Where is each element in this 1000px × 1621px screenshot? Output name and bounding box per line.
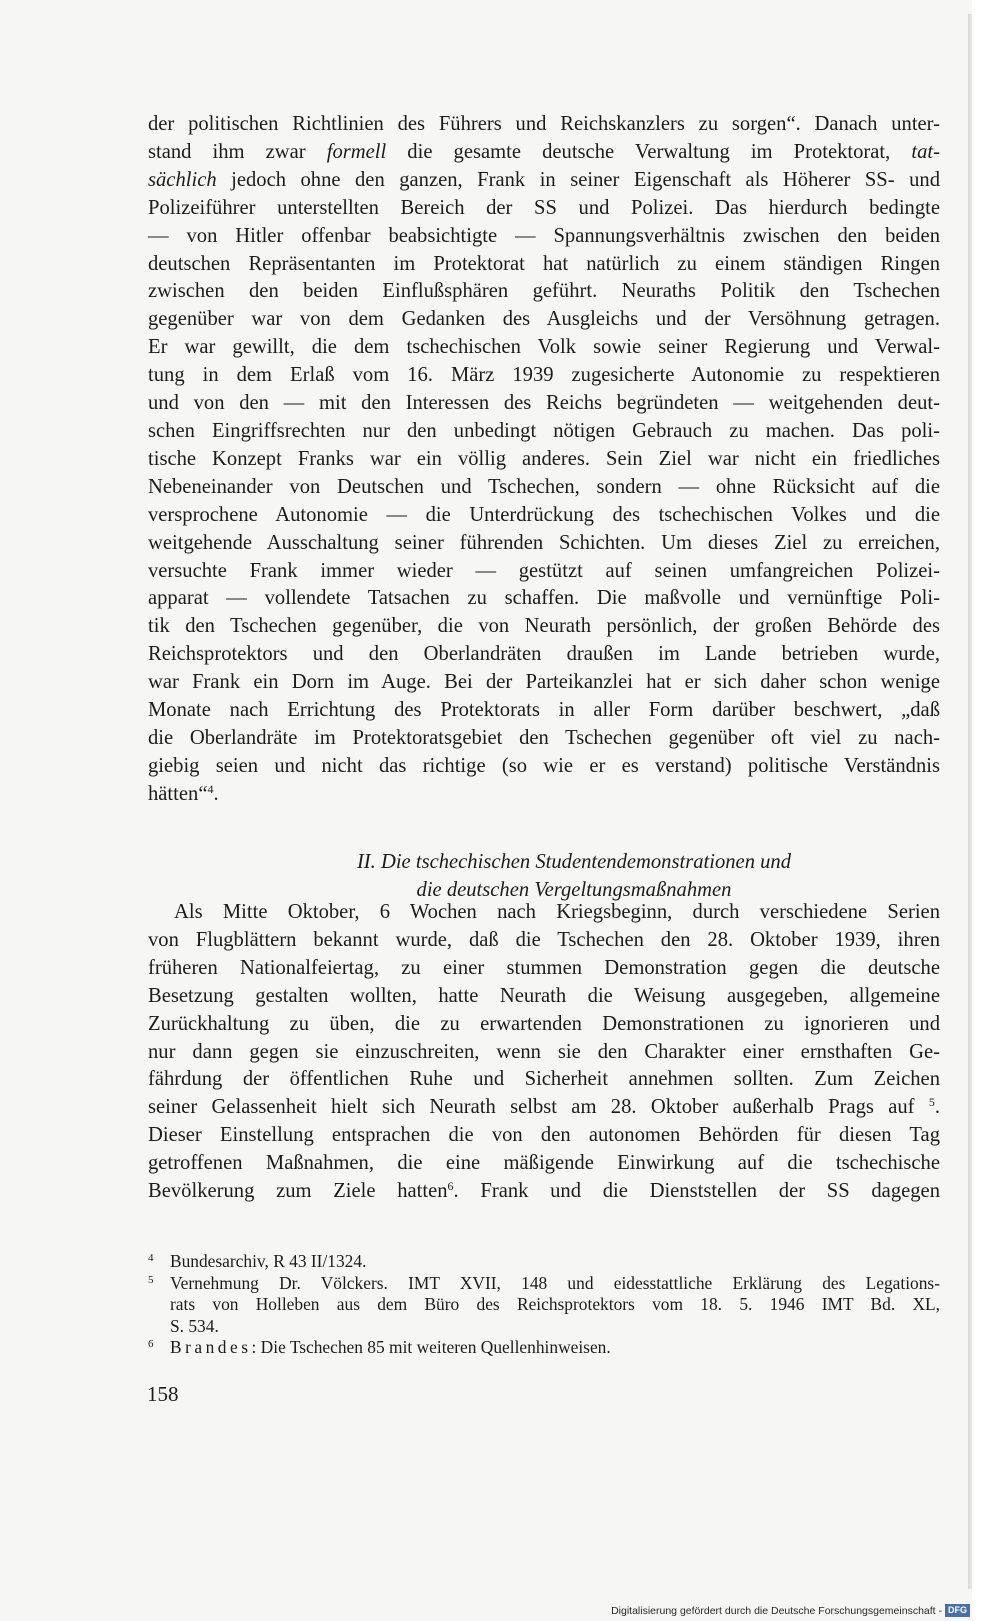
text-line: Reichsprotektors und den Oberlandräten draußen im Lande betrieben wurde, — [148, 643, 940, 666]
footnote-ref-4[interactable]: 4 — [207, 781, 214, 796]
text-line: deutschen Repräsentanten im Protektorat hat natürlich zu einem ständigen Ringen — [148, 252, 940, 275]
section-heading-line-2: die deutschen Vergeltungsmaßnahmen — [416, 879, 732, 901]
text-line: sächlich jedoch ohne den ganzen, Frank in seiner Eigenschaft als Höherer SS- und — [148, 168, 940, 191]
footnotes — [148, 1251, 940, 1359]
page-number: 158 — [147, 1382, 179, 1406]
footnote-text: S. 534. — [170, 1315, 219, 1336]
text-line: Er war gewillt, die dem tschechischen Volk sowie seiner Regierung und Verwal- — [148, 336, 940, 359]
text-line: schen Eingriffsrechten nur den unbedingt nötigen Gebrauch zu machen. Das poli- — [148, 419, 940, 442]
footnote-4 — [148, 1251, 940, 1273]
text-line: nur dann gegen sie einzuschreiten, wenn sie den Charakter einer ernsthaften Ge- — [148, 1040, 940, 1063]
text-line: die Oberlandräte im Protektoratsgebiet den Tschechen gegenüber oft viel zu nach- — [148, 726, 940, 749]
footnote-ref-5[interactable]: 5 — [928, 1095, 935, 1110]
text-line: Nebeneinander von Deutschen und Tschechen, sondern — ohne Rücksicht auf die — [148, 475, 940, 498]
text-line: — von Hitler offenbar beabsichtigte — Spannungsverhältnis zwischen den beiden — [148, 224, 940, 247]
emphasis-tatsaechlich-1: tat- — [911, 140, 940, 163]
text-line: stand ihm zwar formell die gesamte deutsche Verwaltung im Protektorat, tat- — [148, 140, 940, 163]
footnote-number: 6 — [148, 1338, 154, 1350]
digitization-credit — [611, 1604, 970, 1617]
page-edge — [972, 0, 1000, 1621]
text-line: Besetzung gestalten wollten, hatte Neurath die Weisung ausgegeben, allgemeine — [148, 984, 940, 1007]
footnote-author: Brandes — [170, 1337, 252, 1357]
text-line: versprochene Autonomie — die Unterdrückung des tschechischen Volkes und die — [148, 503, 940, 526]
text-line: von Flugblättern bekannt wurde, daß die Tschechen den 28. Oktober 1939, ihren — [148, 928, 940, 951]
footnote-text: Brandes: Die Tschechen 85 mit weiteren Quellenhinweisen. — [170, 1337, 611, 1357]
footnote-number: 4 — [148, 1252, 154, 1264]
section-heading — [148, 848, 940, 904]
text-line: apparat — vollendete Tatsachen zu schaffen. Die maßvolle und vernünftige Poli- — [148, 587, 940, 610]
text-line: früheren Nationalfeiertag, zu einer stummen Demonstration gegen die deutsche — [148, 956, 940, 979]
footnote-6 — [148, 1337, 940, 1359]
text-line: hätten“$^4$. — [148, 781, 219, 805]
text-line: Polizeiführer unterstellten Bereich der SS und Polizei. Das hierdurch bedingte — [148, 196, 940, 219]
emphasis-tatsaechlich-2: sächlich — [148, 168, 217, 191]
text-line: war Frank ein Dorn im Auge. Bei der Parteikanzlei hat er sich daher schon wenige — [148, 671, 940, 694]
emphasis-formell: formell — [326, 140, 387, 163]
text-line: versuchte Frank immer wieder — gestützt auf seinen umfangreichen Polizei- — [148, 559, 940, 582]
section-heading-line-1: II. Die tschechischen Studentendemonstrationen und — [356, 851, 792, 873]
text-line: Monate nach Errichtung des Protektorats in aller Form darüber beschwert, „daß — [148, 699, 940, 722]
footnote-text: Vernehmung Dr. Völckers. IMT XVII, 148 und eidesstattliche Erklärung des Legations- — [170, 1272, 940, 1293]
footnote-number: 5 — [148, 1273, 154, 1286]
text-line: und von den — mit den Interessen des Reichs begründeten — weitgehenden deut- — [148, 392, 940, 415]
text-line: tik den Tschechen gegenüber, die von Neurath persönlich, der großen Behörde des — [148, 615, 940, 638]
text-line: Als Mitte Oktober, 6 Wochen nach Kriegsbeginn, durch verschiedene Serien — [174, 901, 940, 923]
text-line: Dieser Einstellung entsprachen die von den autonomen Behörden für diesen Tag — [148, 1124, 940, 1147]
footnote-5 — [148, 1273, 940, 1338]
text-line: Bevölkerung zum Ziele hatten$^6$. Frank und die Dienststellen der SS dagegen — [148, 1179, 940, 1203]
body-paragraph-2 — [148, 899, 940, 1206]
text-line: der politischen Richtlinien des Führers und Reichskanzlers zu sorgen“. Danach unter- — [148, 113, 940, 135]
footnote-ref-6[interactable]: 6 — [447, 1179, 454, 1194]
text-line: Zurückhaltung zu üben, die zu erwartenden Demonstrationen zu ignorieren und — [148, 1012, 940, 1035]
text-line: gegenüber war von dem Gedanken des Ausgleichs und der Versöhnung getragen. — [148, 308, 940, 331]
dfg-logo: DFG — [945, 1604, 970, 1617]
footnote-text: Bundesarchiv, R 43 II/1324. — [170, 1251, 367, 1271]
text-line: getroffenen Maßnahmen, die eine mäßigende Einwirkung auf die tschechische — [148, 1152, 940, 1175]
text-line: seiner Gelassenheit hielt sich Neurath selbst am 28. Oktober außerhalb Prags auf $^5$. — [148, 1095, 940, 1119]
text-line: zwischen den beiden Einflußsphären geführt. Neuraths Politik den Tschechen — [148, 280, 940, 303]
text-line: weitgehende Ausschaltung seiner führenden Schichten. Um dieses Ziel zu erreichen, — [148, 531, 940, 554]
text-line: fährdung der öffentlichen Ruhe und Sicherheit annehmen sollten. Zum Zeichen — [148, 1068, 940, 1091]
text-line: giebig seien und nicht das richtige (so wie er es verstand) politische Verständnis — [148, 754, 940, 777]
digitization-credit-text: Digitalisierung gefördert durch die Deutsche Forschungsgemeinschaft - — [611, 1604, 942, 1617]
footnote-text: rats von Holleben aus dem Büro des Reichsprotektors vom 18. 5. 1946 IMT Bd. XL, — [170, 1294, 940, 1314]
text-line: tische Konzept Franks war ein völlig anderes. Sein Ziel war nicht ein friedliches — [148, 447, 940, 470]
text-line: tung in dem Erlaß vom 16. März 1939 zugesicherte Autonomie zu respektieren — [148, 364, 940, 387]
body-paragraph-1 — [148, 111, 940, 809]
